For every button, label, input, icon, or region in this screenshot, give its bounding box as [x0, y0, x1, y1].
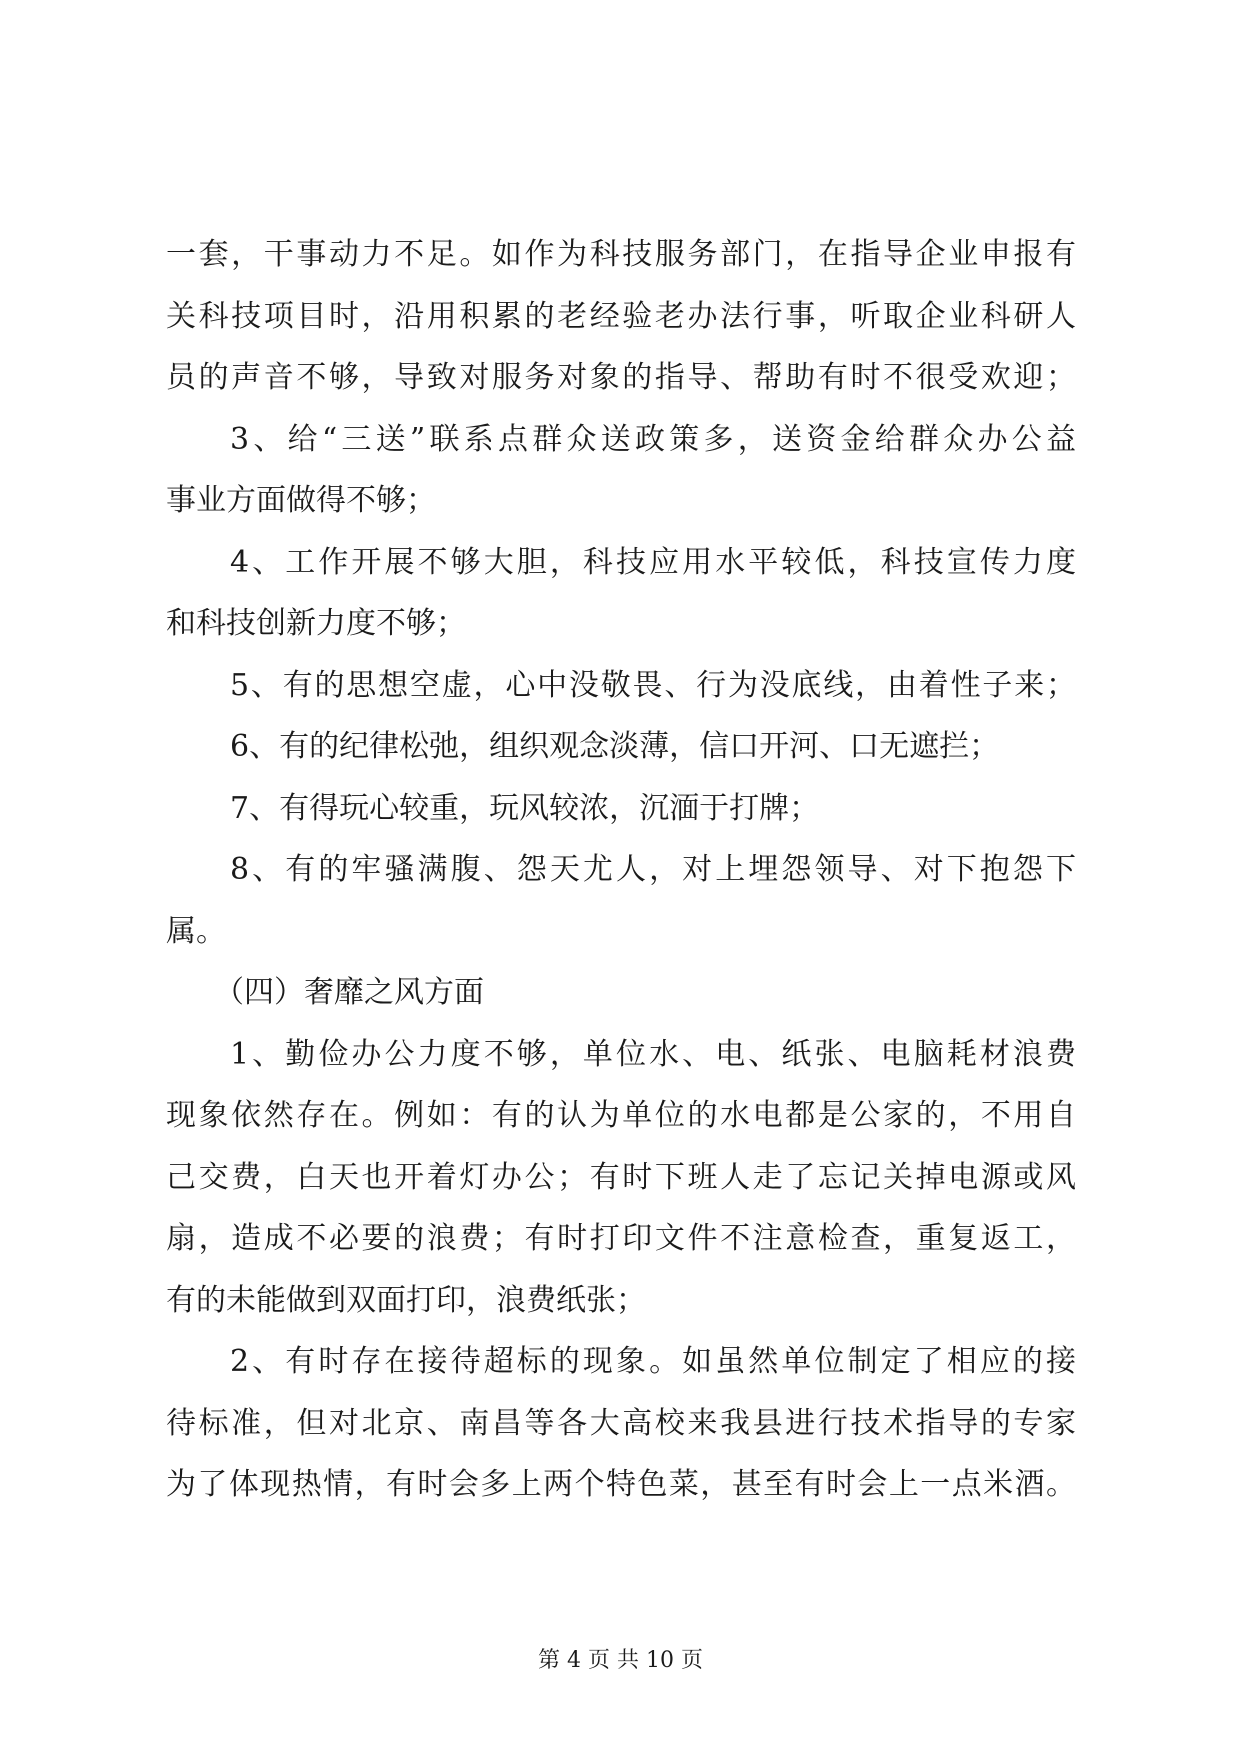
text-line: 扇，造成不必要的浪费；有时打印文件不注意检查，重复返工，: [166, 1221, 1076, 1256]
text-line: 属。: [166, 913, 226, 949]
list-item-3: 3、给“三送”联系点群众送政策多，送资金给群众办公益: [230, 421, 1076, 457]
text-line: 事业方面做得不够；: [166, 483, 436, 518]
list-item-8: 8、有的牢骚满腹、怨天尤人，对上埋怨领导、对下抱怨下: [230, 852, 1076, 887]
text-line: 现象依然存在。例如：有的认为单位的水电都是公家的，不用自: [166, 1098, 1076, 1133]
text-line: 己交费，白天也开着灯办公；有时下班人走了忘记关掉电源或风: [166, 1159, 1076, 1195]
text-line: 一套，干事动力不足。如作为科技服务部门，在指导企业申报有: [166, 237, 1076, 272]
list-item-6: 6、有的纪律松弛，组织观念淡薄，信口开河、口无遮拦；: [230, 729, 1000, 764]
list-item-1: 1、勤俭办公力度不够，单位水、电、纸张、电脑耗材浪费: [230, 1036, 1076, 1072]
list-item-2: 2、有时存在接待超标的现象。如虽然单位制定了相应的接: [230, 1344, 1076, 1379]
text-line: 有的未能做到双面打印，浪费纸张；: [166, 1282, 646, 1318]
list-item-5: 5、有的思想空虚，心中没敬畏、行为没底线，由着性子来；: [230, 667, 1076, 703]
text-line: 为了体现热情，有时会多上两个特色菜，甚至有时会上一点米酒。: [166, 1467, 1076, 1502]
document-body: [166, 224, 1076, 1516]
text-line: 和科技创新力度不够；: [166, 606, 466, 641]
text-line: 关科技项目时，沿用积累的老经验老办法行事，听取企业科研人: [166, 298, 1076, 334]
list-item-7: 7、有得玩心较重，玩风较浓，沉湎于打牌；: [230, 790, 820, 826]
page-number-footer: 第 4 页 共 10 页: [538, 1648, 703, 1673]
section-heading: （四）奢靡之风方面: [214, 975, 484, 1010]
list-item-4: 4、工作开展不够大胆，科技应用水平较低，科技宣传力度: [230, 544, 1076, 580]
text-line: 待标准，但对北京、南昌等各大高校来我县进行技术指导的专家: [166, 1405, 1076, 1441]
text-line: 员的声音不够，导致对服务对象的指导、帮助有时不很受欢迎；: [166, 360, 1076, 395]
